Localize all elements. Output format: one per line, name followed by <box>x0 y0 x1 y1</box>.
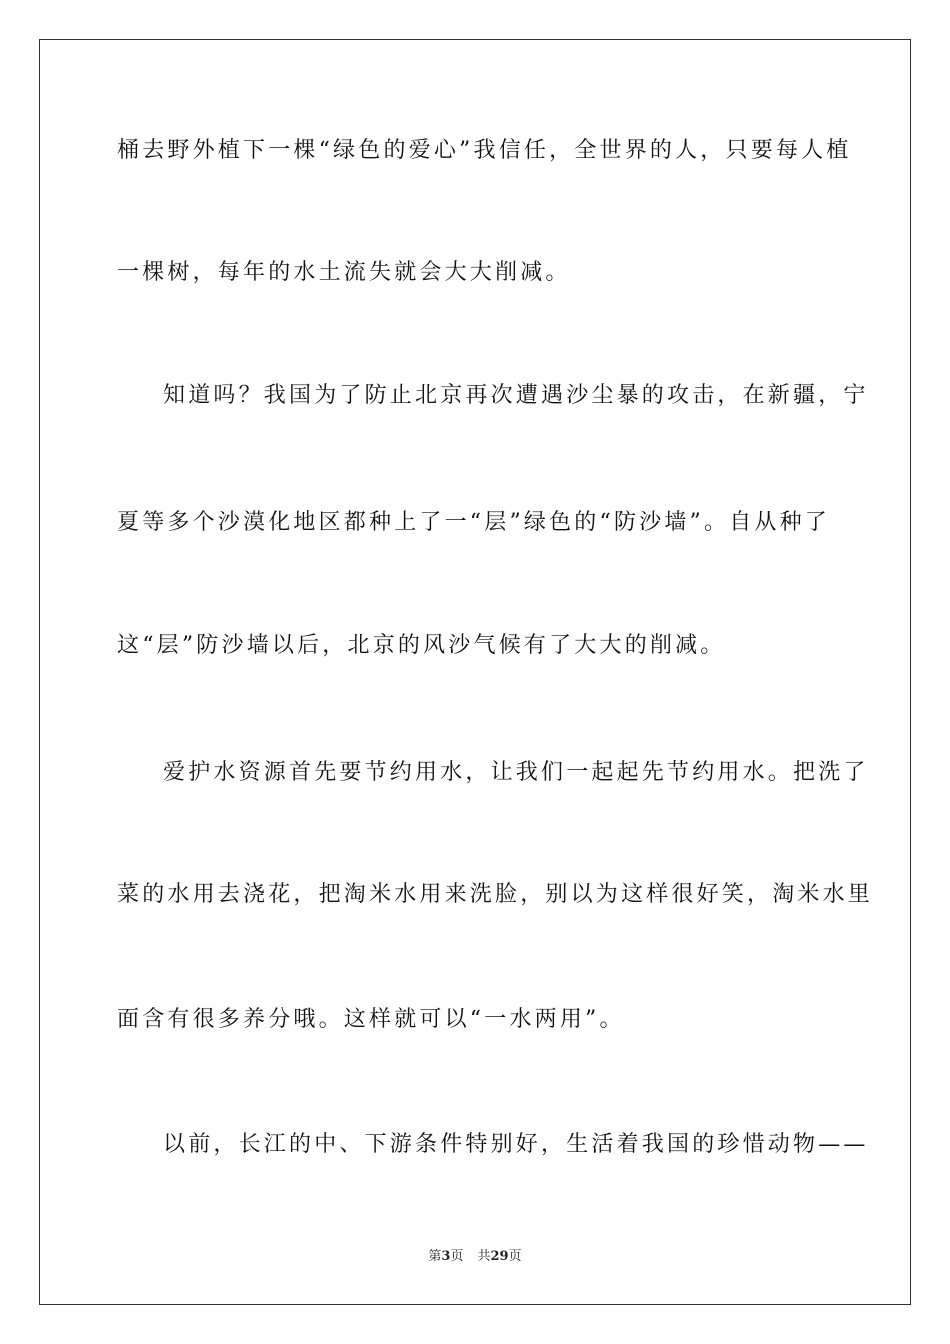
text-line-4: 夏等多个沙漠化地区都种上了一“层”绿色的“防沙墙”。自从种了 <box>117 510 830 535</box>
text-line-9: 以前，长江的中、下游条件特别好，生活着我国的珍惜动物—— <box>163 1132 869 1157</box>
text-line-7: 菜的水用去浇花，把淘米水用来洗脸，别以为这样很好笑，淘米水里 <box>117 882 874 907</box>
text-line-3: 知道吗？我国为了防止北京再次遭遇沙尘暴的攻击，在新疆，宁 <box>163 383 869 408</box>
page-footer <box>0 1249 950 1265</box>
text-line-6: 爱护水资源首先要节约用水，让我们一起起先节约用水。把洗了 <box>163 760 869 785</box>
page-border <box>39 39 911 1305</box>
total-prefix: 共 <box>477 1249 491 1264</box>
total-suffix: 页 <box>508 1249 522 1264</box>
total-pages: 29 <box>490 1249 509 1264</box>
page-prefix: 第 <box>428 1249 442 1264</box>
text-line-2: 一棵树，每年的水土流失就会大大削减。 <box>117 260 571 285</box>
page-suffix: 页 <box>450 1249 464 1264</box>
text-line-8: 面含有很多养分哦。这样就可以“一水两用”。 <box>117 1007 625 1032</box>
page-number: 3 <box>441 1249 451 1264</box>
text-line-5: 这“层”防沙墙以后，北京的风沙气候有了大大的削减。 <box>117 633 726 658</box>
text-line-1: 桶去野外植下一棵“绿色的爱心”我信任，全世界的人，只要每人植 <box>117 138 852 163</box>
